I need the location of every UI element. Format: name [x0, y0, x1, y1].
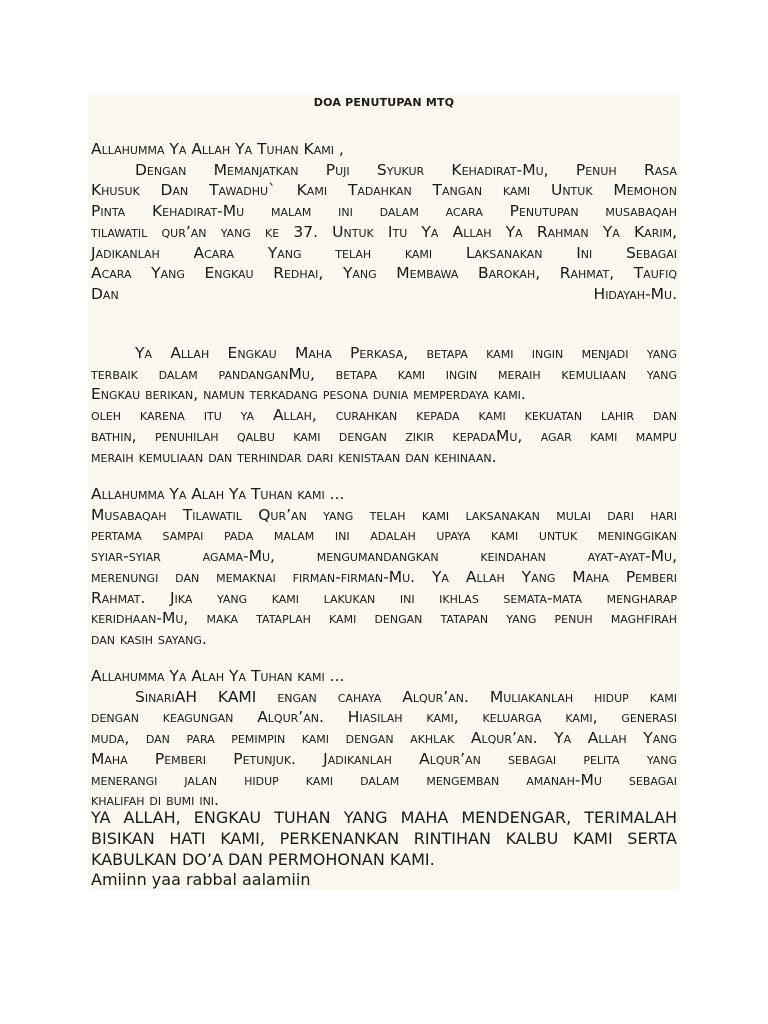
text-line: khalifah di bumi ini. [91, 791, 219, 810]
text-line: Ya Allah Engkau Maha Perkasa, betapa kami ingin menjadi yang [135, 344, 677, 362]
text-line: Musabaqah Tilawatil Qur’an yang telah kami laksanakan mulai dari hari [91, 505, 677, 524]
text-line: dan kasih sayang. [91, 629, 207, 648]
text-line: syiar-syiar agama-Mu, mengumandangkan keindahan ayat-ayat-Mu, [91, 547, 677, 566]
text-line: dengan keagungan Alqur’an. Hiasilah kami, keluarga kami, generasi [91, 708, 677, 727]
greeting-line: Allahumma Ya Alah Ya Tuhan kami ... [91, 485, 345, 503]
paragraph-perkasa [91, 343, 677, 467]
text-line: Dan Hidayah-Mu. [91, 284, 677, 303]
text-line: BISIKAN HATI KAMI, PERKENANKAN RINTIHAN KALBU KAMI SERTA [91, 829, 677, 848]
closing-line: Amiinn yaa rabbal aalamiin [91, 870, 311, 889]
text-line: meraih kemuliaan dan terhindar dari kenistaan dan kehinaan. [91, 447, 497, 466]
text-line: oleh karena itu ya Allah, curahkan kepada kami kekuatan lahir dan [91, 406, 677, 425]
paragraph-opening [91, 139, 677, 305]
text-line: Engkau berikan, namun terkadang pesona dunia memperdaya kami. [91, 385, 526, 404]
document-page [88, 93, 680, 890]
text-line: keridhaan-Mu, maka tataplah kami dengan tatapan yang penuh maghfirah [91, 609, 677, 628]
paragraph-musabaqah [91, 484, 677, 650]
text-line: menerangi jalan hidup kami dalam mengemban amanah-Mu sebagai [91, 770, 677, 789]
text-line: merenungi dan memaknai firman-firman-Mu. Ya Allah Yang Maha Pemberi [91, 567, 677, 586]
text-line: Khusuk Dan Tawadhu` Kami Tadahkan Tangan kami Untuk Memohon [91, 181, 677, 200]
document-title: DOA PENUTUPAN MTQ [313, 96, 455, 109]
text-line: Jadikanlah Acara Yang telah kami Laksanakan Ini Sebagai [91, 243, 677, 262]
text-line: KABULKAN DO’A DAN PERMOHONAN KAMI. [91, 850, 435, 869]
paragraph-alquran [91, 666, 677, 811]
text-line: pertama sampai pada malam ini adalah upaya kami untuk meninggikan [91, 526, 677, 545]
text-line: YA ALLAH, ENGKAU TUHAN YANG MAHA MENDENGAR, TERIMALAH [91, 808, 677, 827]
text-line: muda, dan para pemimpin kami dengan akhlak Alqur’an. Ya Allah Yang [91, 729, 677, 748]
text-line: Acara Yang Engkau Redhai, Yang Membawa Barokah, Rahmat, Taufiq [91, 264, 677, 283]
text-line: Rahmat. Jika yang kami lakukan ini ikhlas semata-mata mengharap [91, 588, 677, 607]
text-line: bathin, penuhilah qalbu kami dengan zikir kepadaMu, agar kami mampu [91, 426, 677, 445]
greeting-line: Allahumma Ya Allah Ya Tuhan Kami , [91, 140, 344, 158]
text-line: terbaik dalam pandanganMu, betapa kami ingin meraih kemuliaan yang [91, 364, 677, 383]
text-line: Dengan Memanjatkan Puji Syukur Kehadirat-Mu, Penuh Rasa [135, 160, 677, 179]
text-line: SinariAH KAMI engan cahaya Alqur’an. Muliakanlah hidup kami [135, 687, 677, 706]
greeting-line: Allahumma Ya Alah Ya Tuhan kami ... [91, 667, 345, 685]
text-line: Maha Pemberi Petunjuk. Jadikanlah Alqur’an sebagai pelita yang [91, 749, 677, 768]
paragraph-plea [91, 807, 677, 870]
text-line: tilawatil qur’an yang ke 37. Untuk Itu Ya Allah Ya Rahman Ya Karim, [91, 222, 677, 241]
text-line: Pinta Kehadirat-Mu malam ini dalam acara Penutupan musabaqah [91, 202, 677, 221]
